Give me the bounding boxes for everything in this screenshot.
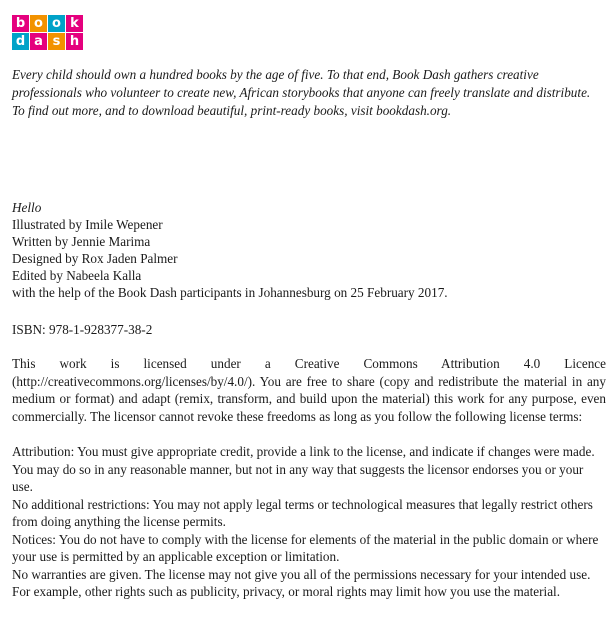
book-title: Hello bbox=[12, 200, 42, 215]
logo-tile: d bbox=[12, 33, 29, 50]
logo-tile: a bbox=[30, 33, 47, 50]
logo-tile: s bbox=[48, 33, 65, 50]
intro-paragraph: Every child should own a hundred books by the age of five. To that end, Book Dash gathers creative professionals who volunteer to create new, African storybooks that anyone can freely translate and distribute. To find out more, and to download beautiful, print-ready books, visit bookdash.org. bbox=[12, 67, 591, 118]
term-attribution: Attribution: You must give appropriate credit, provide a link to the license, and indicate if changes were made. You may do so in any reasonable manner, but not in any way that suggests the licensor endorses you or your use. bbox=[12, 444, 595, 494]
editor-credit: Edited by Nabeela Kalla bbox=[12, 268, 142, 283]
license-terms bbox=[12, 443, 606, 601]
logo-tile: o bbox=[30, 15, 47, 32]
term-no-warranties: No warranties are given. The license may not give you all of the permissions necessary for your intended use. For example, other rights such as publicity, privacy, or moral rights may limit how you use the material. bbox=[12, 566, 591, 599]
logo-tile: b bbox=[12, 15, 29, 32]
book-dash-logo bbox=[12, 15, 83, 50]
author-credit: Written by Jennie Marima bbox=[12, 234, 151, 249]
logo-tile: k bbox=[66, 15, 83, 32]
license-paragraph: This work is licensed under a Creative Commons Attribution 4.0 Licence (http://creativecommons.org/licenses/by/4.0/). You are free to share (copy and redistribute the material in any medium or format) and adapt (remix, transform, and build upon the material) this work for any purpose, even commercially. The licensor cannot revoke these freedoms as long as you follow the following license terms: bbox=[12, 356, 606, 424]
designer-credit: Designed by Rox Jaden Palmer bbox=[12, 251, 178, 266]
participants-credit: with the help of the Book Dash participants in Johannesburg on 25 February 2017. bbox=[12, 285, 448, 300]
illustrator-credit: Illustrated by Imile Wepener bbox=[12, 217, 163, 232]
logo-tile: o bbox=[48, 15, 65, 32]
term-notices: Notices: You do not have to comply with the license for elements of the material in the public domain or where your use is permitted by an applicable exception or limitation. bbox=[12, 531, 599, 564]
credits-block bbox=[12, 199, 606, 301]
term-no-restrictions: No additional restrictions: You may not apply legal terms or technological measures that legally restrict others from doing anything the license permits. bbox=[12, 496, 593, 529]
logo-tile: h bbox=[66, 33, 83, 50]
isbn: ISBN: 978-1-928377-38-2 bbox=[12, 322, 153, 337]
